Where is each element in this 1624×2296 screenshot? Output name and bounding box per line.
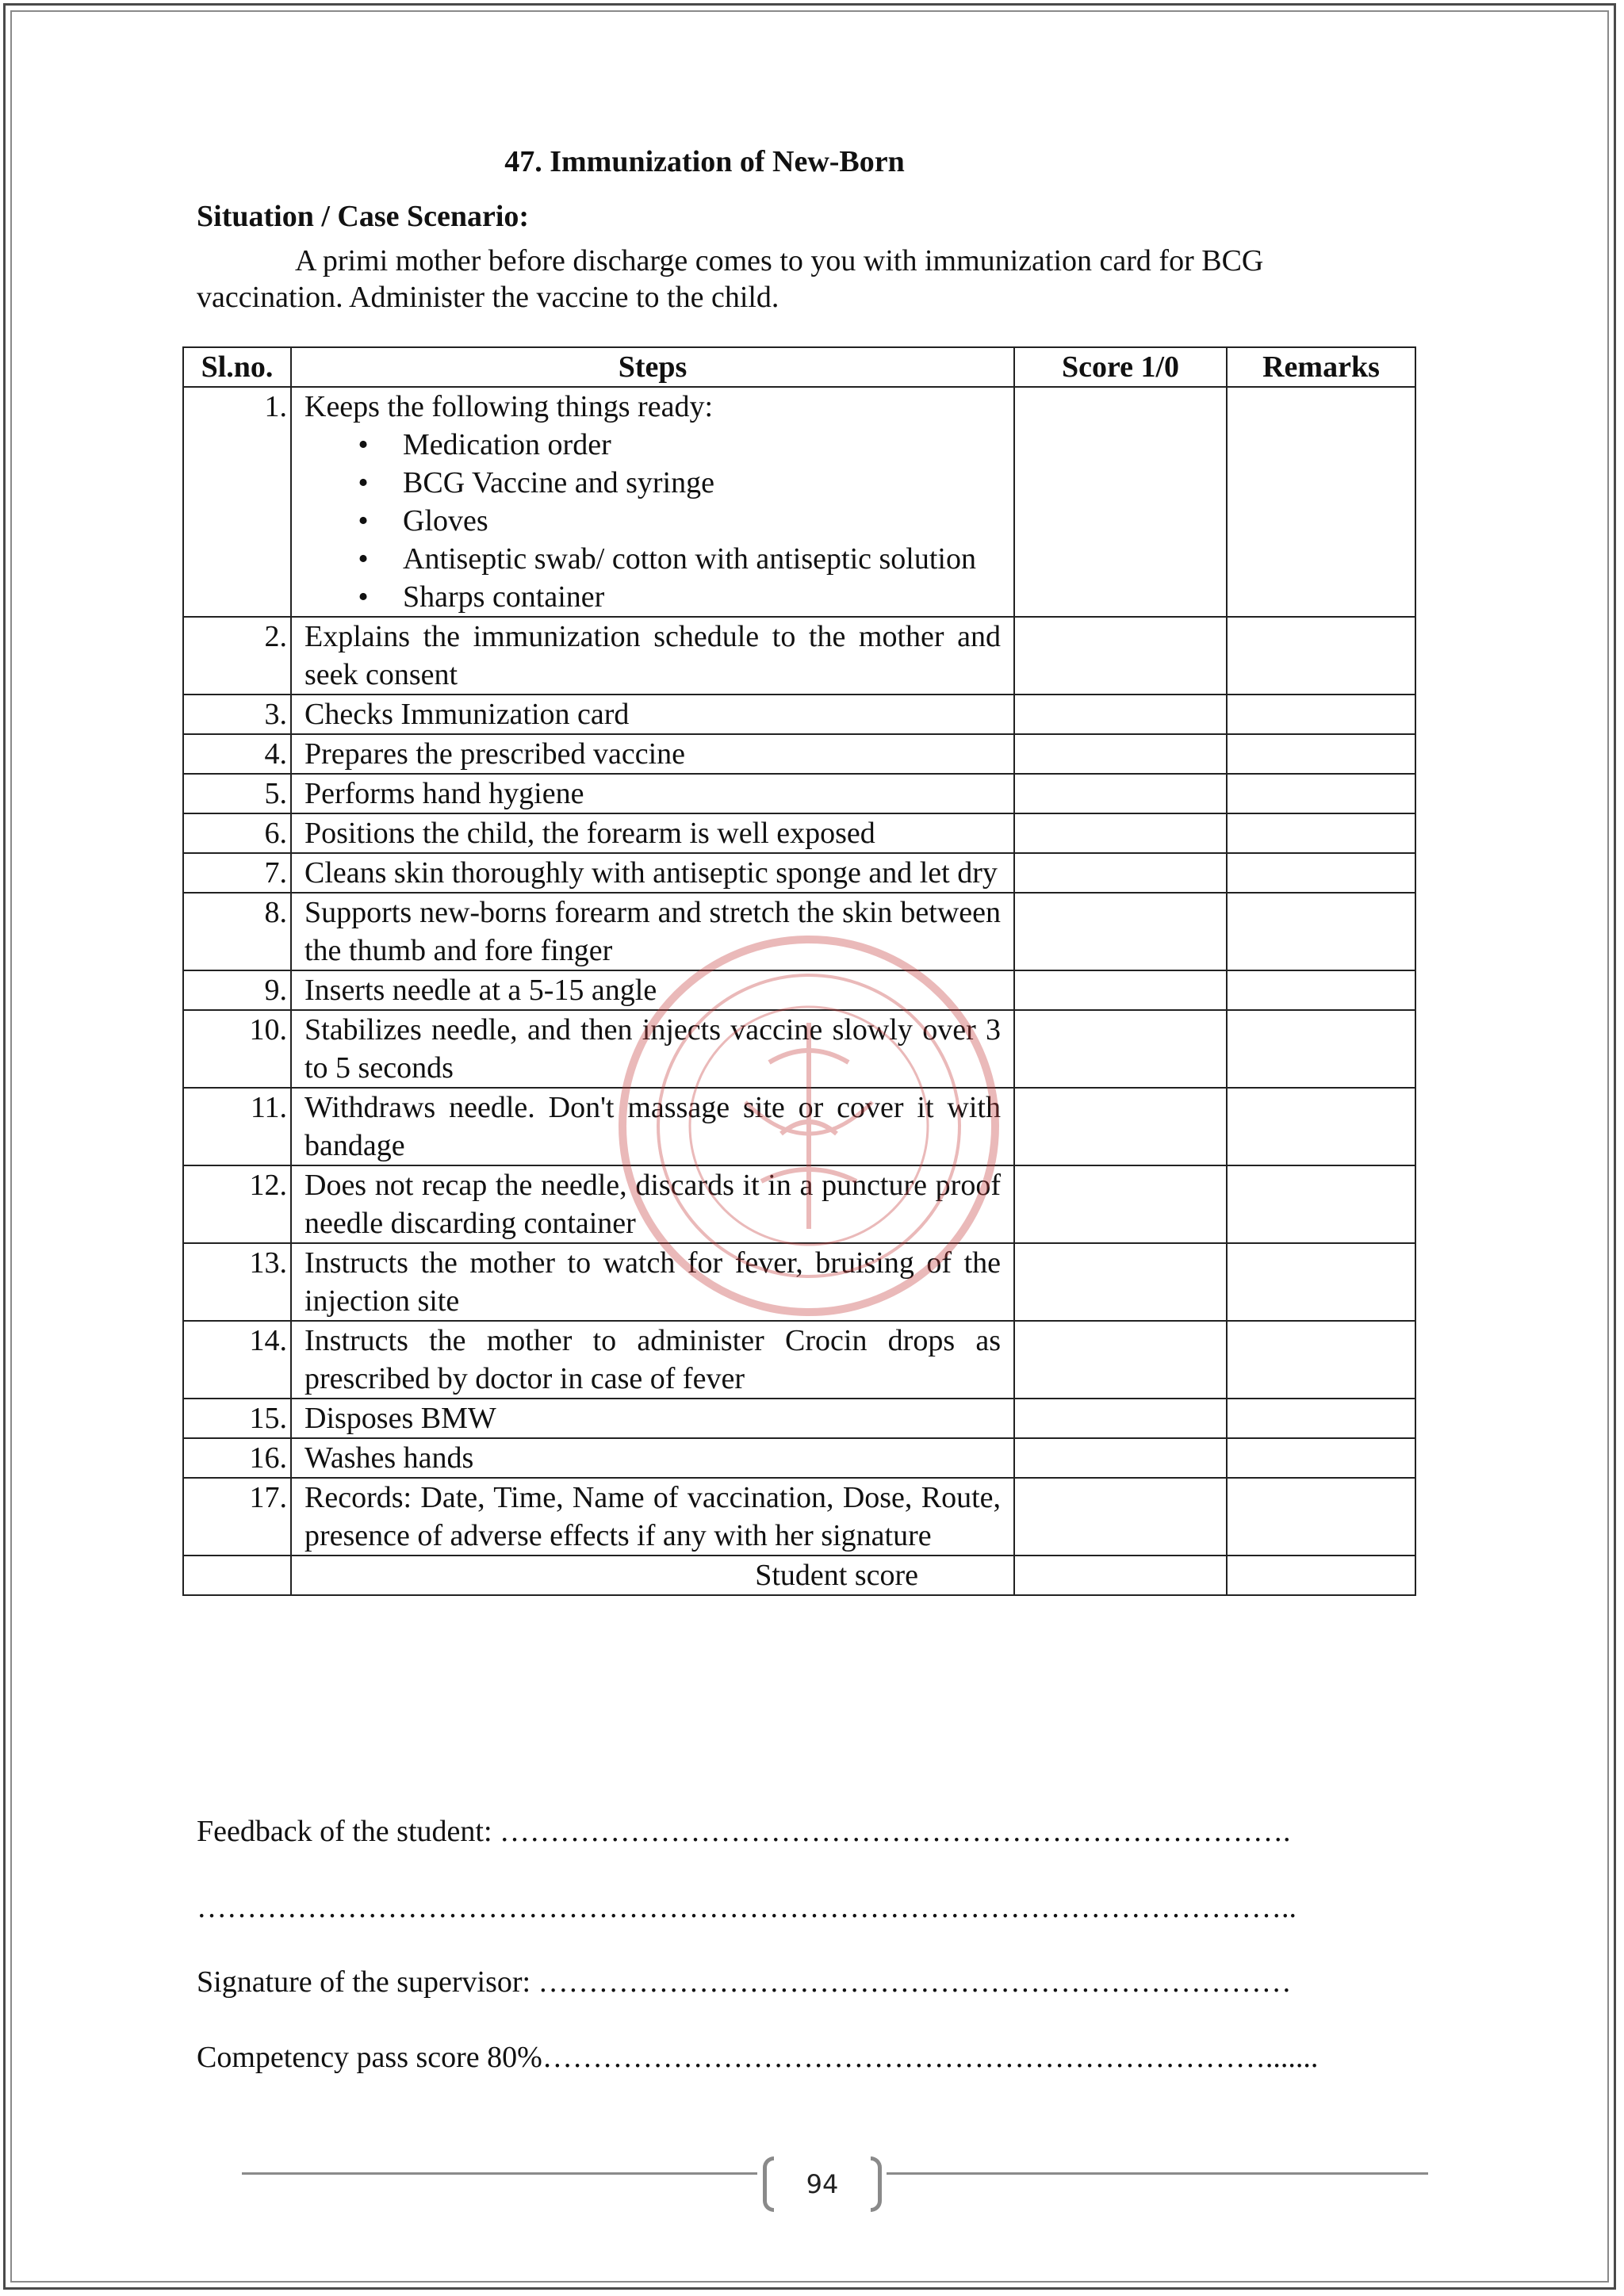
score-cell[interactable] [1014,695,1227,734]
score-cell[interactable] [1014,617,1227,695]
row-number: 4. [183,734,291,774]
score-cell[interactable] [1014,1321,1227,1399]
remarks-cell[interactable] [1227,1321,1415,1399]
table-row [183,813,1415,853]
remarks-cell[interactable] [1227,734,1415,774]
row-number: 11. [183,1088,291,1165]
step-text: Performs hand hygiene [291,774,1014,813]
remarks-cell[interactable] [1227,970,1415,1010]
table-row [183,387,1415,617]
table-row [183,1321,1415,1399]
row-number: 1. [183,387,291,617]
step-text: Positions the child, the forearm is well exposed [291,813,1014,853]
list-item: • Antiseptic swab/ cotton with antiseptic solution [304,540,1001,578]
table-row [183,617,1415,695]
bullet-icon: • [358,542,369,576]
supervisor-signature-line: Signature of the supervisor: ………………………………………………………………… [197,1965,1292,1999]
score-cell[interactable] [1014,1478,1227,1556]
header-remarks: Remarks [1227,347,1415,387]
remarks-cell[interactable] [1227,1243,1415,1321]
step-text: Inserts needle at a 5-15 angle [291,970,1014,1010]
student-score-row [183,1556,1415,1595]
score-cell[interactable] [1014,853,1227,893]
header-steps: Steps [291,347,1014,387]
row-number: 12. [183,1165,291,1243]
bullet-icon: • [358,466,369,499]
list-item: • Gloves [304,502,1001,540]
step-text: Washes hands [291,1438,1014,1478]
row-number: 16. [183,1438,291,1478]
table-row [183,734,1415,774]
score-cell[interactable] [1014,1088,1227,1165]
step-cell [291,387,1014,617]
page-title: 47. Immunization of New-Born [504,145,905,178]
list-item: • Medication order [304,426,1001,464]
step-text: Withdraws needle. Don't massage site or cover it with bandage [291,1088,1014,1165]
list-item: • BCG Vaccine and syringe [304,464,1001,502]
remarks-cell[interactable] [1227,1088,1415,1165]
table-row [183,1399,1415,1438]
score-cell[interactable] [1014,893,1227,970]
row-number: 3. [183,695,291,734]
footer-rule-left [242,2172,757,2175]
items-list [304,426,1001,616]
row-number: 8. [183,893,291,970]
remarks-cell[interactable] [1227,853,1415,893]
header-slno: Sl.no. [183,347,291,387]
student-score-remarks[interactable] [1227,1556,1415,1595]
row-number: 10. [183,1010,291,1088]
score-cell[interactable] [1014,1399,1227,1438]
step-text: Does not recap the needle, discards it in a puncture proof needle discarding container [291,1165,1014,1243]
list-item: • Sharps container [304,578,1001,616]
table-row [183,853,1415,893]
step-text: Disposes BMW [291,1399,1014,1438]
table-row [183,1478,1415,1556]
page-number: 94 [806,2169,839,2199]
table-header-row [183,347,1415,387]
row-number: 15. [183,1399,291,1438]
remarks-cell[interactable] [1227,1165,1415,1243]
bullet-icon: • [358,504,369,538]
feedback-line: Feedback of the student: ……………………………………………………………………. [197,1815,1291,1848]
row-number: 6. [183,813,291,853]
remarks-cell[interactable] [1227,1438,1415,1478]
remarks-cell[interactable] [1227,387,1415,617]
step-text: Stabilizes needle, and then injects vaccine slowly over 3 to 5 seconds [291,1010,1014,1088]
bullet-icon: • [358,428,369,461]
bullet-icon: • [358,580,369,614]
score-cell[interactable] [1014,734,1227,774]
remarks-cell[interactable] [1227,1478,1415,1556]
table-row [183,774,1415,813]
footer-rule-right [887,2172,1428,2175]
step-text: Supports new-borns forearm and stretch the skin between the thumb and fore finger [291,893,1014,970]
row-number: 13. [183,1243,291,1321]
left-bracket-icon [763,2156,774,2212]
remarks-cell[interactable] [1227,1010,1415,1088]
score-cell[interactable] [1014,970,1227,1010]
row-number: 7. [183,853,291,893]
remarks-cell[interactable] [1227,695,1415,734]
row-number: 14. [183,1321,291,1399]
remarks-cell[interactable] [1227,774,1415,813]
step-text: Prepares the prescribed vaccine [291,734,1014,774]
student-score-total[interactable] [1014,1556,1227,1595]
score-cell[interactable] [1014,387,1227,617]
remarks-cell[interactable] [1227,893,1415,970]
step-text: Explains the immunization schedule to the mother and seek consent [291,617,1014,695]
header-score: Score 1/0 [1014,347,1227,387]
right-bracket-icon [871,2156,882,2212]
row-number: 5. [183,774,291,813]
scenario-heading: Situation / Case Scenario: [197,200,530,233]
step-text: Records: Date, Time, Name of vaccination, Dose, Route, presence of adverse effects if any with her signature [291,1478,1014,1556]
empty-cell [183,1556,291,1595]
score-cell[interactable] [1014,1438,1227,1478]
score-cell[interactable] [1014,1165,1227,1243]
table-row [183,695,1415,734]
institution-seal-watermark [611,928,1007,1324]
student-score-label: Student score [291,1556,1014,1595]
scenario-text: A primi mother before discharge comes to you with immunization card for BCG vaccination. Administer the vaccine to the child. [197,244,1264,314]
step-text: Keeps the following things ready: [304,390,714,423]
step-text: Checks Immunization card [291,695,1014,734]
score-cell[interactable] [1014,774,1227,813]
step-text: Instructs the mother to administer Crocin drops as prescribed by doctor in case of fever [291,1321,1014,1399]
remarks-cell[interactable] [1227,617,1415,695]
pass-score-line: Competency pass score 80%………………………………………………………………....... [197,2041,1319,2074]
feedback-continuation-line: ……………………………………………………………………………………………….. [197,1891,1297,1924]
step-text: Cleans skin thoroughly with antiseptic sponge and let dry [291,853,1014,893]
score-cell[interactable] [1014,1010,1227,1088]
step-text: Instructs the mother to watch for fever, bruising of the injection site [291,1243,1014,1321]
score-cell[interactable] [1014,813,1227,853]
table-row [183,1438,1415,1478]
row-number: 17. [183,1478,291,1556]
row-number: 9. [183,970,291,1010]
score-cell[interactable] [1014,1243,1227,1321]
row-number: 2. [183,617,291,695]
remarks-cell[interactable] [1227,813,1415,853]
remarks-cell[interactable] [1227,1399,1415,1438]
